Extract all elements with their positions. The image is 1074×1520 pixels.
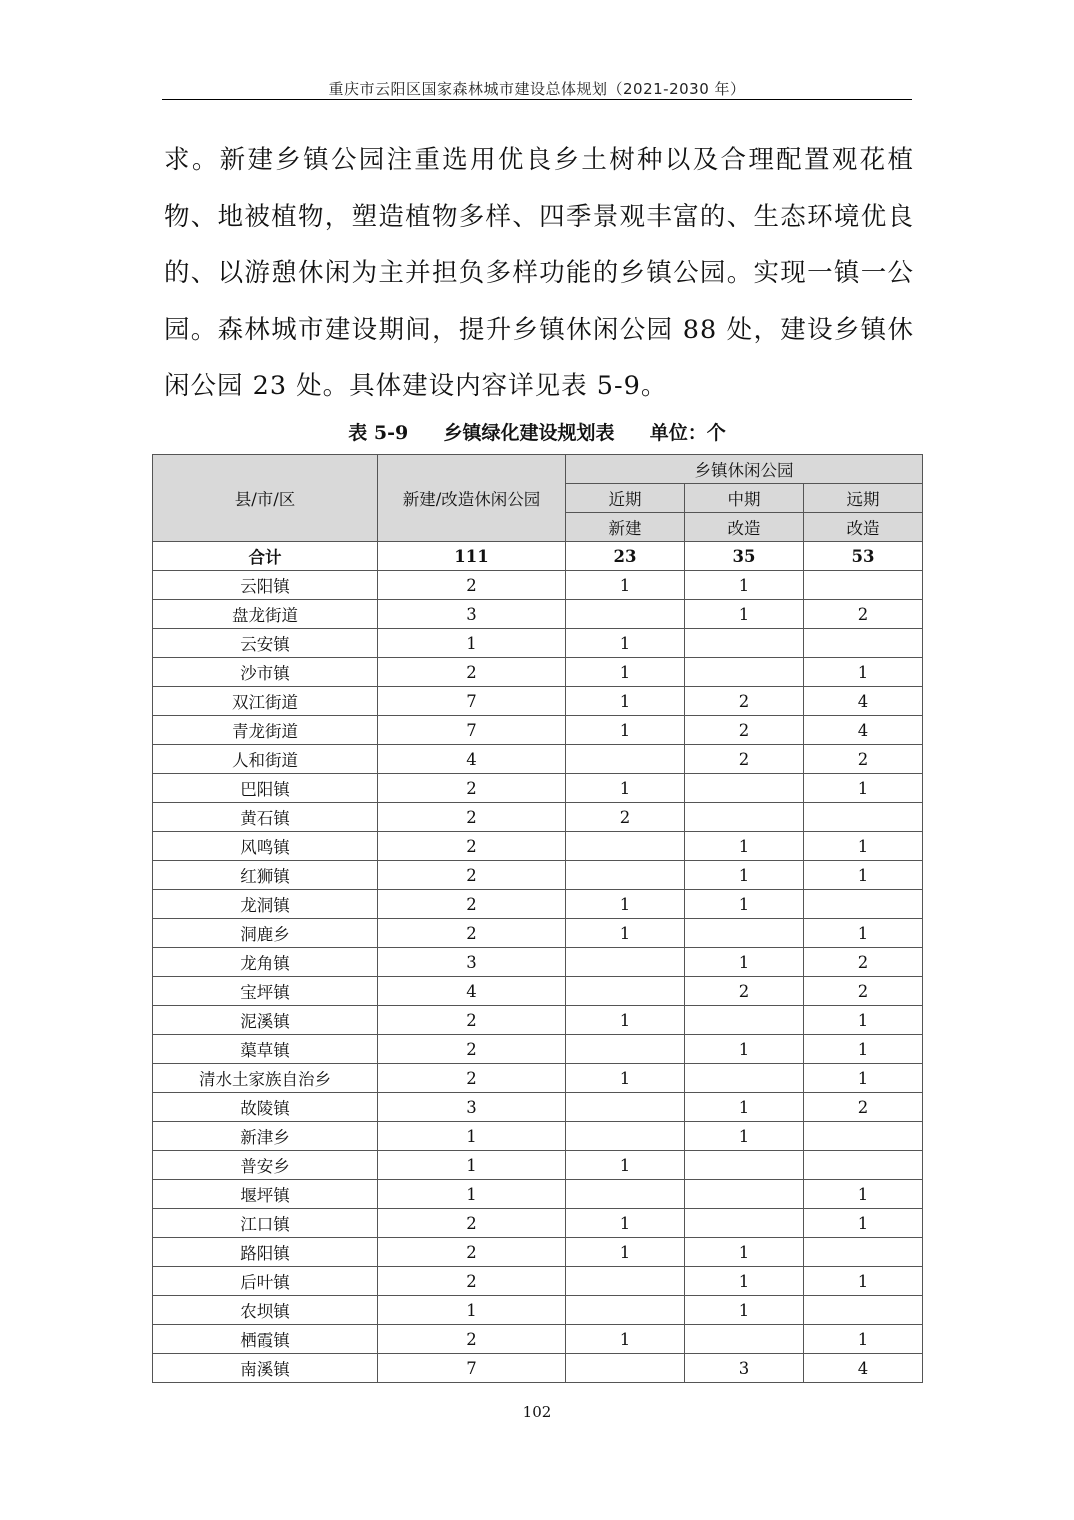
row-near bbox=[566, 832, 685, 861]
running-header: 重庆市云阳区国家森林城市建设总体规划（2021-2030 年） bbox=[328, 80, 746, 98]
row-near: 1 bbox=[566, 1325, 685, 1354]
table-row bbox=[153, 745, 923, 774]
row-mid: 1 bbox=[685, 1267, 804, 1296]
header-mid-type: 改造 bbox=[685, 513, 804, 542]
row-mid bbox=[685, 919, 804, 948]
row-district: 南溪镇 bbox=[153, 1354, 378, 1383]
header-park-group: 乡镇休闲公园 bbox=[566, 455, 923, 484]
row-far: 2 bbox=[804, 948, 923, 977]
row-mid bbox=[685, 1064, 804, 1093]
row-mid: 2 bbox=[685, 745, 804, 774]
row-near: 2 bbox=[566, 803, 685, 832]
row-near: 1 bbox=[566, 1238, 685, 1267]
row-total: 2 bbox=[378, 803, 566, 832]
row-district: 新津乡 bbox=[153, 1122, 378, 1151]
header-district: 县/市/区 bbox=[153, 455, 378, 542]
row-mid: 1 bbox=[685, 1093, 804, 1122]
row-far: 1 bbox=[804, 1180, 923, 1209]
row-total: 2 bbox=[378, 832, 566, 861]
table-caption-title: 乡镇绿化建设规划表 bbox=[443, 422, 615, 444]
table-row bbox=[153, 1267, 923, 1296]
row-near bbox=[566, 1122, 685, 1151]
row-district: 清水土家族自治乡 bbox=[153, 1064, 378, 1093]
row-mid bbox=[685, 1325, 804, 1354]
row-mid: 1 bbox=[685, 1296, 804, 1325]
row-district: 巴阳镇 bbox=[153, 774, 378, 803]
row-total: 1 bbox=[378, 1296, 566, 1325]
table-row bbox=[153, 1035, 923, 1064]
table-row bbox=[153, 919, 923, 948]
page-number: 102 bbox=[522, 1403, 552, 1421]
row-district: 龙角镇 bbox=[153, 948, 378, 977]
row-far: 1 bbox=[804, 774, 923, 803]
row-mid bbox=[685, 1006, 804, 1035]
row-district: 人和街道 bbox=[153, 745, 378, 774]
row-total: 3 bbox=[378, 600, 566, 629]
total-far: 53 bbox=[804, 542, 923, 571]
table-row bbox=[153, 890, 923, 919]
row-district: 宝坪镇 bbox=[153, 977, 378, 1006]
table-row bbox=[153, 832, 923, 861]
table-row bbox=[153, 1006, 923, 1035]
row-near: 1 bbox=[566, 774, 685, 803]
row-mid bbox=[685, 629, 804, 658]
row-district: 栖霞镇 bbox=[153, 1325, 378, 1354]
row-mid: 1 bbox=[685, 571, 804, 600]
table-row bbox=[153, 803, 923, 832]
table-total-row bbox=[153, 542, 923, 571]
row-near bbox=[566, 1093, 685, 1122]
row-near bbox=[566, 745, 685, 774]
row-far: 1 bbox=[804, 1064, 923, 1093]
row-far: 1 bbox=[804, 1035, 923, 1064]
row-far: 2 bbox=[804, 977, 923, 1006]
table-row bbox=[153, 1209, 923, 1238]
table-row bbox=[153, 658, 923, 687]
row-far: 1 bbox=[804, 1267, 923, 1296]
row-district: 红狮镇 bbox=[153, 861, 378, 890]
row-far: 1 bbox=[804, 1209, 923, 1238]
row-mid bbox=[685, 658, 804, 687]
row-far bbox=[804, 1238, 923, 1267]
row-district: 青龙街道 bbox=[153, 716, 378, 745]
row-total: 7 bbox=[378, 1354, 566, 1383]
row-far: 4 bbox=[804, 1354, 923, 1383]
table-row bbox=[153, 977, 923, 1006]
row-district: 云安镇 bbox=[153, 629, 378, 658]
row-far: 2 bbox=[804, 600, 923, 629]
row-mid bbox=[685, 1151, 804, 1180]
row-near: 1 bbox=[566, 890, 685, 919]
table-caption-unit: 单位：个 bbox=[649, 422, 726, 444]
row-mid: 1 bbox=[685, 1035, 804, 1064]
total-near: 23 bbox=[566, 542, 685, 571]
table-row bbox=[153, 1354, 923, 1383]
row-near: 1 bbox=[566, 629, 685, 658]
row-district: 农坝镇 bbox=[153, 1296, 378, 1325]
township-greening-table bbox=[152, 454, 923, 1383]
row-district: 黄石镇 bbox=[153, 803, 378, 832]
header-rule bbox=[162, 99, 912, 100]
row-near: 1 bbox=[566, 687, 685, 716]
row-district: 盘龙街道 bbox=[153, 600, 378, 629]
row-total: 2 bbox=[378, 1238, 566, 1267]
row-far: 2 bbox=[804, 1093, 923, 1122]
row-mid bbox=[685, 803, 804, 832]
row-district: 故陵镇 bbox=[153, 1093, 378, 1122]
row-far bbox=[804, 803, 923, 832]
row-near bbox=[566, 1180, 685, 1209]
row-far bbox=[804, 890, 923, 919]
row-near bbox=[566, 600, 685, 629]
total-mid: 35 bbox=[685, 542, 804, 571]
row-district: 云阳镇 bbox=[153, 571, 378, 600]
row-far: 1 bbox=[804, 919, 923, 948]
row-total: 2 bbox=[378, 1325, 566, 1354]
row-total: 1 bbox=[378, 1151, 566, 1180]
row-mid: 1 bbox=[685, 832, 804, 861]
header-near-type: 新建 bbox=[566, 513, 685, 542]
total-label: 合计 bbox=[153, 542, 378, 571]
row-far: 4 bbox=[804, 716, 923, 745]
row-district: 风鸣镇 bbox=[153, 832, 378, 861]
row-near: 1 bbox=[566, 1151, 685, 1180]
row-near: 1 bbox=[566, 919, 685, 948]
header-far-term: 远期 bbox=[804, 484, 923, 513]
table-caption bbox=[152, 418, 922, 445]
row-total: 2 bbox=[378, 1006, 566, 1035]
row-mid: 1 bbox=[685, 1238, 804, 1267]
row-mid: 1 bbox=[685, 600, 804, 629]
row-total: 4 bbox=[378, 745, 566, 774]
row-far: 1 bbox=[804, 832, 923, 861]
table-row bbox=[153, 1180, 923, 1209]
row-district: 路阳镇 bbox=[153, 1238, 378, 1267]
row-district: 堰坪镇 bbox=[153, 1180, 378, 1209]
row-district: 沙市镇 bbox=[153, 658, 378, 687]
row-district: 洞鹿乡 bbox=[153, 919, 378, 948]
table-row bbox=[153, 687, 923, 716]
row-total: 2 bbox=[378, 571, 566, 600]
row-far: 1 bbox=[804, 658, 923, 687]
row-near: 1 bbox=[566, 571, 685, 600]
row-far: 4 bbox=[804, 687, 923, 716]
row-total: 1 bbox=[378, 1122, 566, 1151]
row-total: 2 bbox=[378, 919, 566, 948]
row-total: 3 bbox=[378, 1093, 566, 1122]
row-total: 2 bbox=[378, 1209, 566, 1238]
row-district: 泥溪镇 bbox=[153, 1006, 378, 1035]
row-mid: 1 bbox=[685, 890, 804, 919]
row-mid: 2 bbox=[685, 716, 804, 745]
row-total: 3 bbox=[378, 948, 566, 977]
row-total: 7 bbox=[378, 687, 566, 716]
row-total: 1 bbox=[378, 1180, 566, 1209]
row-far bbox=[804, 1296, 923, 1325]
row-district: 普安乡 bbox=[153, 1151, 378, 1180]
table-row bbox=[153, 1064, 923, 1093]
row-total: 2 bbox=[378, 658, 566, 687]
row-near: 1 bbox=[566, 658, 685, 687]
row-district: 龙洞镇 bbox=[153, 890, 378, 919]
table-row bbox=[153, 1122, 923, 1151]
row-mid: 1 bbox=[685, 861, 804, 890]
row-near bbox=[566, 1035, 685, 1064]
row-total: 4 bbox=[378, 977, 566, 1006]
row-mid bbox=[685, 774, 804, 803]
row-far: 2 bbox=[804, 745, 923, 774]
table-row bbox=[153, 1238, 923, 1267]
header-new-renovate: 新建/改造休闲公园 bbox=[378, 455, 566, 542]
row-mid: 3 bbox=[685, 1354, 804, 1383]
table-row bbox=[153, 1296, 923, 1325]
row-total: 2 bbox=[378, 774, 566, 803]
table-row bbox=[153, 774, 923, 803]
table-row bbox=[153, 1151, 923, 1180]
row-total: 2 bbox=[378, 1064, 566, 1093]
row-near: 1 bbox=[566, 1209, 685, 1238]
table-row bbox=[153, 716, 923, 745]
table-caption-number: 表 5-9 bbox=[348, 422, 409, 444]
row-total: 1 bbox=[378, 629, 566, 658]
row-near: 1 bbox=[566, 716, 685, 745]
header-mid-term: 中期 bbox=[685, 484, 804, 513]
row-district: 蕖草镇 bbox=[153, 1035, 378, 1064]
header-near-term: 近期 bbox=[566, 484, 685, 513]
row-near bbox=[566, 1354, 685, 1383]
row-total: 2 bbox=[378, 890, 566, 919]
row-total: 2 bbox=[378, 1267, 566, 1296]
row-mid: 2 bbox=[685, 977, 804, 1006]
row-far: 1 bbox=[804, 861, 923, 890]
row-near bbox=[566, 1267, 685, 1296]
table-row bbox=[153, 571, 923, 600]
row-mid bbox=[685, 1209, 804, 1238]
row-mid: 1 bbox=[685, 948, 804, 977]
header-far-type: 改造 bbox=[804, 513, 923, 542]
row-near bbox=[566, 861, 685, 890]
table-row bbox=[153, 629, 923, 658]
row-mid: 1 bbox=[685, 1122, 804, 1151]
row-far bbox=[804, 1122, 923, 1151]
table-row bbox=[153, 948, 923, 977]
body-paragraph: 求。新建乡镇公园注重选用优良乡土树种以及合理配置观花植物、地被植物，塑造植物多样、四季景观丰富的、生态环境优良的、以游憩休闲为主并担负多样功能的乡镇公园。实现一镇一公园。森林城市建设期间，提升乡镇休闲公园 88 处，建设乡镇休闲公园 23 处。具体建设内容详见表 5-9。 bbox=[164, 145, 914, 401]
row-far bbox=[804, 571, 923, 600]
row-far: 1 bbox=[804, 1325, 923, 1354]
row-mid: 2 bbox=[685, 687, 804, 716]
row-near bbox=[566, 977, 685, 1006]
row-near: 1 bbox=[566, 1064, 685, 1093]
row-mid bbox=[685, 1180, 804, 1209]
table-row bbox=[153, 1325, 923, 1354]
row-district: 江口镇 bbox=[153, 1209, 378, 1238]
row-near bbox=[566, 1296, 685, 1325]
row-total: 2 bbox=[378, 1035, 566, 1064]
row-near bbox=[566, 948, 685, 977]
row-far: 1 bbox=[804, 1006, 923, 1035]
row-district: 后叶镇 bbox=[153, 1267, 378, 1296]
row-far bbox=[804, 629, 923, 658]
table-row bbox=[153, 861, 923, 890]
row-near: 1 bbox=[566, 1006, 685, 1035]
row-far bbox=[804, 1151, 923, 1180]
table-row bbox=[153, 1093, 923, 1122]
row-district: 双江街道 bbox=[153, 687, 378, 716]
table-row bbox=[153, 600, 923, 629]
row-total: 7 bbox=[378, 716, 566, 745]
total-count: 111 bbox=[378, 542, 566, 571]
row-total: 2 bbox=[378, 861, 566, 890]
